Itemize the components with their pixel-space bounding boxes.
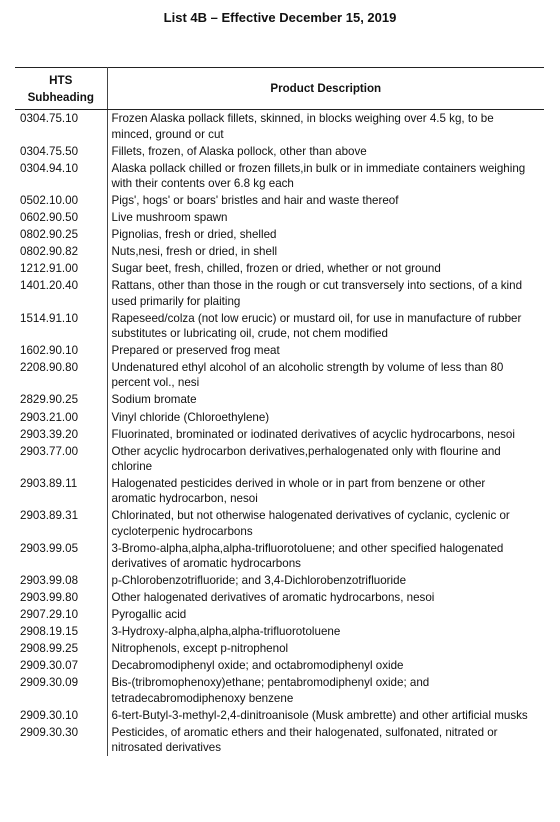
table-row [15,539,544,571]
table-row [15,657,544,674]
hts-code-cell: 1514.91.10 [15,309,107,341]
hts-code-cell: 0802.90.82 [15,243,107,260]
product-description-cell: Chlorinated, but not otherwise halogenated derivatives of cyclanic, cyclenic or cycloterpenic hydrocarbons [111,509,510,538]
product-description-cell: Other halogenated derivatives of aromatic hydrocarbons, nesoi [111,591,435,604]
hts-code-cell: 2908.99.25 [15,640,107,657]
hts-code-cell: 2903.89.11 [15,475,107,507]
hts-code-cell: 2908.19.15 [15,623,107,640]
product-description-cell: Rapeseed/colza (not low erucic) or mustard oil, for use in manufacture of rubber substitutes or lubricating oil, crude, not chem modified [111,311,522,340]
table-row [15,475,544,507]
table-row [15,425,544,442]
hts-code-cell: 2903.39.20 [15,425,107,442]
table-row [15,226,544,243]
product-description-cell: Undenatured ethyl alcohol of an alcoholic strength by volume of less than 80 percent vol., nesi [111,361,504,390]
hts-code-cell: 2903.99.08 [15,572,107,589]
product-description-cell: Vinyl chloride (Chloroethylene) [111,410,270,424]
table-row [15,391,544,408]
table-row [15,623,544,640]
hts-code-cell: 0304.75.10 [15,110,107,143]
hts-code-cell: 0602.90.50 [15,209,107,226]
product-description-cell: 6-tert-Butyl-3-methyl-2,4-dinitroanisole (Musk ambrette) and other artificial musks [111,708,528,722]
table-row [15,724,544,756]
product-description-cell: Bis-(tribromophenoxy)ethane; pentabromodiphenyl oxide; and tetradecabromodiphenoxy benzene [111,676,430,705]
hts-code-cell: 2907.29.10 [15,606,107,623]
table-row [15,243,544,260]
table-row [15,192,544,209]
product-description-cell: Nitrophenols, except p-nitrophenol [111,642,289,656]
product-description-cell: Prepared or preserved frog meat [111,344,280,358]
column-header-hts: HTS [49,73,73,87]
table-header-row [15,68,544,110]
product-description-cell: Pignolias, fresh or dried, shelled [111,228,277,242]
product-description-cell: Live mushroom spawn [111,211,228,225]
table-row [15,110,544,143]
hts-code-cell: 2909.30.10 [15,706,107,723]
document-title: List 4B – Effective December 15, 2019 [163,10,397,25]
product-description-cell: p-Chlorobenzotrifluoride; and 3,4-Dichlorobenzotrifluoride [111,573,407,587]
product-description-cell: Sodium bromate [111,393,197,407]
product-description-cell: 3-Hydroxy-alpha,alpha,alpha-trifluorotoluene [111,625,341,639]
table-row [15,309,544,341]
product-description-cell: Nuts,nesi, fresh or dried, in shell [111,245,278,259]
table-row [15,507,544,539]
table-row [15,277,544,309]
column-header-subheading: Subheading [27,90,94,104]
table-row [15,359,544,391]
column-header-product-description: Product Description [107,68,544,110]
product-description-cell: Other acyclic hydrocarbon derivatives,perhalogenated only with flourine and chlorine [111,444,501,473]
table-row [15,640,544,657]
table-row [15,572,544,589]
table-row [15,260,544,277]
table-row [15,606,544,623]
table-row [15,706,544,723]
hts-code-cell: 2903.99.80 [15,589,107,606]
hts-code-cell: 1212.91.00 [15,260,107,277]
product-description-cell: Fillets, frozen, of Alaska pollock, other than above [111,144,367,158]
product-description-cell: 3-Bromo-alpha,alpha,alpha-trifluorotoluene; and other specified halogenated derivatives of aromatic hydrocarbons [111,541,504,570]
product-description-cell: Alaska pollack chilled or frozen fillets,in bulk or in immediate containers weighing with their contents over 6.8 kg each [111,161,526,190]
table-row [15,408,544,425]
hts-code-cell: 2909.30.30 [15,724,107,756]
table-row [15,159,544,191]
hts-code-cell: 2903.77.00 [15,442,107,474]
product-description-cell: Sugar beet, fresh, chilled, frozen or dried, whether or not ground [111,262,441,276]
product-description-cell: Decabromodiphenyl oxide; and octabromodiphenyl oxide [111,659,404,673]
hts-code-cell: 2208.90.80 [15,359,107,391]
hts-code-cell: 2903.89.31 [15,507,107,539]
product-description-cell: Pesticides, of aromatic ethers and their halogenated, sulfonated, nitrated or nitrosated derivatives [111,725,498,755]
hts-code-cell: 0502.10.00 [15,192,107,209]
table-row [15,442,544,474]
hts-table [15,67,544,756]
table-row [15,342,544,359]
table-row [15,674,544,706]
column-header-hts-subheading [15,68,107,110]
product-description-cell: Pyrogallic acid [111,608,187,622]
hts-code-cell: 2903.21.00 [15,408,107,425]
hts-code-cell: 1401.20.40 [15,277,107,309]
hts-code-cell: 2909.30.09 [15,674,107,706]
product-description-cell: Frozen Alaska pollack fillets, skinned, in blocks weighing over 4.5 kg, to be minced, ground or cut [111,112,494,141]
hts-code-cell: 2829.90.25 [15,391,107,408]
product-description-cell: Fluorinated, brominated or iodinated derivatives of acyclic hydrocarbons, nesoi [111,427,515,441]
table-row [15,589,544,606]
hts-code-cell: 0304.94.10 [15,159,107,191]
product-description-cell: Halogenated pesticides derived in whole or in part from benzene or other aromatic hydrocarbon, nesoi [111,477,486,506]
hts-code-cell: 2909.30.07 [15,657,107,674]
hts-code-cell: 0304.75.50 [15,142,107,159]
product-description-cell: Pigs', hogs' or boars' bristles and hair and waste thereof [111,193,399,207]
table-row [15,209,544,226]
hts-code-cell: 0802.90.25 [15,226,107,243]
table-body [15,110,544,756]
hts-code-cell: 2903.99.05 [15,539,107,571]
hts-code-cell: 1602.90.10 [15,342,107,359]
product-description-cell: Rattans, other than those in the rough or cut transversely into sections, of a kind used primarily for plaiting [111,279,523,308]
table-row [15,142,544,159]
